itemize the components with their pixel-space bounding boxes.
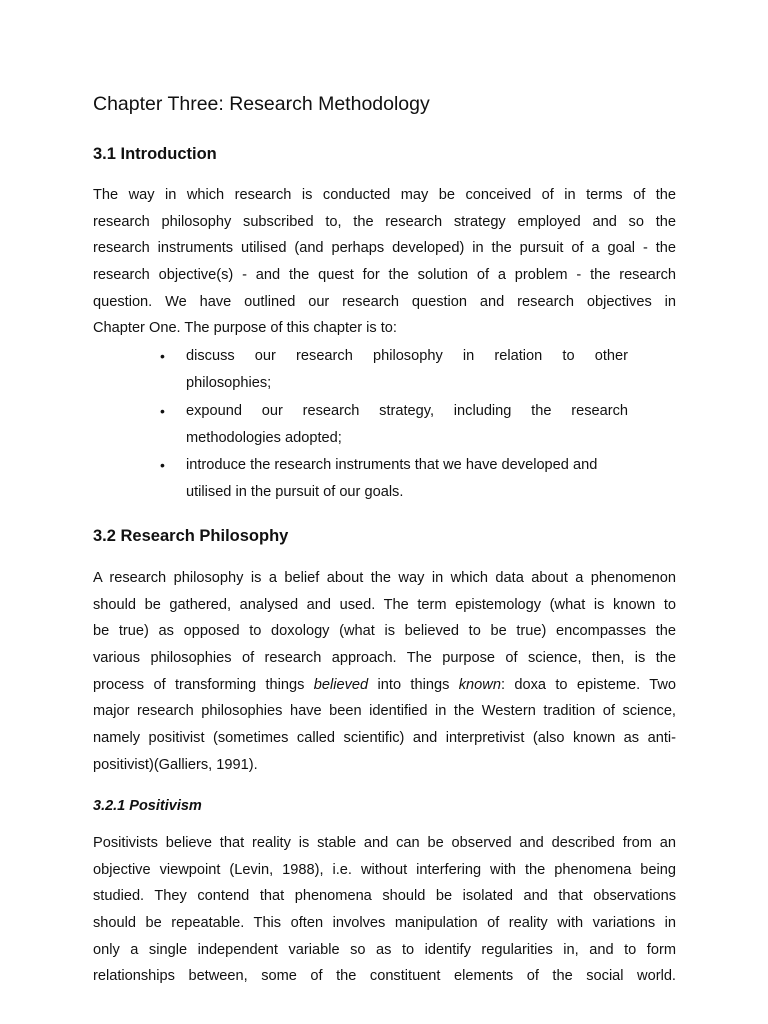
purpose-bullet-list	[160, 346, 628, 510]
emphasized-word-known: known	[458, 676, 501, 693]
bullet-icon: •	[160, 348, 165, 364]
list-item-line: methodologies adopted;	[186, 429, 342, 446]
paragraph-line: major research philosophies have been identified in the Western tradition of science,	[93, 703, 676, 720]
text-run: into things	[377, 676, 450, 693]
paragraph-line: be true) as opposed to doxology (what is believed to be true) encompasses the	[93, 623, 676, 640]
paragraph-line: namely positivist (sometimes called scientific) and interpretivist (also known as anti-	[93, 730, 676, 747]
paragraph-line: research objective(s) - and the quest for the solution of a problem - the research	[93, 267, 676, 284]
paragraph-line: studied. They contend that phenomena should be isolated and that observations	[93, 888, 676, 905]
chapter-title: Chapter Three: Research Methodology	[93, 93, 430, 115]
emphasized-word-believed: believed	[313, 676, 369, 693]
list-item-line: utilised in the pursuit of our goals.	[186, 484, 404, 500]
section-heading-research-philosophy: 3.2 Research Philosophy	[93, 527, 289, 545]
text-run: : doxa to episteme. Two	[500, 676, 677, 693]
list-item	[160, 401, 628, 456]
positivism-paragraph	[93, 833, 676, 993]
subsection-heading-positivism: 3.2.1 Positivism	[93, 798, 202, 814]
text-run: process of transforming things	[93, 676, 305, 693]
paragraph-line: The way in which research is conducted may be conceived of in terms of the	[93, 187, 676, 203]
list-item	[160, 346, 628, 401]
bullet-icon: •	[160, 457, 165, 473]
paragraph-line	[93, 675, 676, 702]
section-heading-introduction: 3.1 Introduction	[93, 145, 217, 163]
list-item	[160, 455, 628, 510]
paragraph-line: research instruments utilised (and perhaps developed) in the pursuit of a goal - the	[93, 240, 676, 257]
paragraph-line: objective viewpoint (Levin, 1988), i.e. without interfering with the phenomena being	[93, 861, 676, 878]
paragraph-line: positivist)(Galliers, 1991).	[93, 756, 258, 773]
paragraph-line: relationships between, some of the constituent elements of the social world.	[93, 968, 676, 985]
list-item-line: expound our research strategy, including the research	[186, 402, 628, 419]
list-item-line: introduce the research instruments that we have developed and	[186, 457, 598, 473]
paragraph-line: Chapter One. The purpose of this chapter is to:	[93, 320, 397, 337]
paragraph-line: Positivists believe that reality is stable and can be observed and described from an	[93, 835, 676, 851]
list-item-line: discuss our research philosophy in relation to other	[186, 348, 628, 364]
bullet-icon: •	[160, 402, 165, 419]
paragraph-line: should be gathered, analysed and used. The term epistemology (what is known to	[93, 596, 676, 613]
paragraph-line: research philosophy subscribed to, the research strategy employed and so the	[93, 213, 676, 230]
paragraph-line: A research philosophy is a belief about the way in which data about a phenomenon	[93, 570, 676, 586]
paragraph-line: only a single independent variable so as to identify regularities in, and to form	[93, 941, 676, 958]
list-item-line: philosophies;	[186, 375, 272, 391]
paragraph-line: various philosophies of research approach. The purpose of science, then, is the	[93, 650, 676, 667]
paragraph-line: question. We have outlined our research question and research objectives in	[93, 293, 676, 310]
paragraph-line: should be repeatable. This often involves manipulation of reality with variations in	[93, 915, 676, 932]
research-philosophy-paragraph	[93, 568, 676, 782]
introduction-paragraph	[93, 185, 676, 345]
